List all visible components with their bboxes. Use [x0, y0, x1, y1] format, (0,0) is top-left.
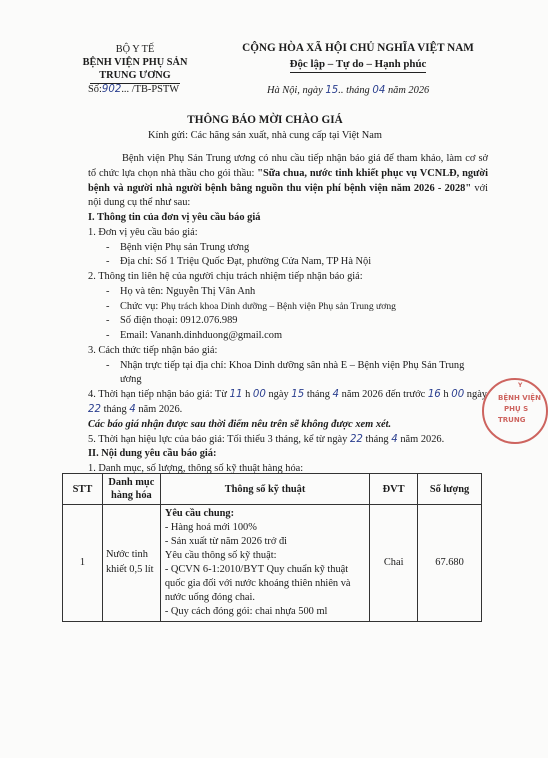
cell-unit: Chai [370, 505, 418, 622]
section1-item4: 4. Thời hạn tiếp nhận báo giá: Từ 11 h 00 ngày 15 tháng 4 năm 2026 đến trước 16 h 00 ngày 22 tháng 4 năm 2026. [88, 389, 487, 416]
cell-spec [160, 505, 369, 622]
contact-email: - Email: Vananh.dinhduong@gmail.com [88, 329, 488, 344]
handwritten-day: 22 [349, 433, 363, 445]
section2-heading: II. Nội dung yêu cầu báo giá: [88, 448, 217, 460]
table-header-row [63, 474, 482, 505]
place-date: Hà Nội, ngày 15.. tháng 04 năm 2026 [267, 85, 430, 96]
handwritten-doc-number: 902 [101, 84, 122, 95]
handwritten-month: 4 [332, 389, 340, 401]
handwritten-month: 04 [372, 85, 386, 96]
col-stt: STT [63, 474, 103, 505]
cell-qty: 67.680 [418, 505, 482, 622]
hospital-name-line2: TRUNG ƯƠNG [90, 69, 180, 83]
ministry-name: BỘ Y TẾ [115, 44, 155, 55]
deadline-note: Các báo giá nhận được sau thời điểm nêu trên sẽ không được xem xét. [88, 418, 392, 430]
section2-item1: 1. Danh mục, số lượng, thông số kỹ thuật hàng hóa: [88, 463, 304, 475]
contact-role: - Chức vụ: Phụ trách khoa Dinh dưỡng – Bệnh viện Phụ sản Trung ương [88, 300, 488, 315]
cell-item-name: Nước tinh khiết 0,5 lít [102, 505, 160, 622]
list-item: - Nhận trực tiếp tại địa chỉ: Khoa Dinh dưỡng sân nhà E – Bệnh viện Phụ Sản Trung ương [88, 359, 488, 389]
list-item: - Bệnh viện Phụ sản Trung ương [88, 241, 488, 256]
spec-title: Yêu cầu chung: [164, 508, 235, 519]
handwritten-month: 4 [391, 433, 398, 445]
handwritten-day: 22 [88, 404, 101, 416]
col-unit: ĐVT [370, 474, 418, 505]
handwritten-minute: 00 [252, 389, 266, 401]
handwritten-month: 4 [129, 404, 136, 416]
document-number: Số:902... /TB-PSTW [88, 84, 180, 95]
contact-name: - Họ và tên: Nguyễn Thị Vân Anh [88, 285, 488, 300]
official-seal-stamp: Y BỆNH VIỆN PHỤ S TRUNG [482, 378, 548, 444]
national-motto: Độc lập – Tự do – Hạnh phúc [290, 57, 427, 73]
cell-stt: 1 [63, 505, 103, 622]
intro-paragraph: Bệnh viện Phụ Sản Trung ương có nhu cầu tiếp nhận báo giá để tham khảo, làm cơ sở tổ chức lựa chọn nhà thầu cho gói thầu: "Sữa chua, nước tinh khiết phục vụ VCNLĐ, người bệnh và người nhà người bệnh bằng nguồn thu viện phí bệnh viện năm 2026 - 2028" với nội dung cụ thể như sau: [88, 153, 488, 209]
handwritten-hour: 11 [229, 389, 243, 401]
handwritten-day: 15 [291, 389, 305, 401]
spec-line: Yêu cầu thông số kỹ thuật: [164, 550, 277, 562]
hospital-name-line1: BỆNH VIỆN PHỤ SẢN [82, 57, 188, 69]
section1-item2: 2. Thông tin liên hệ của người chịu trách nhiệm tiếp nhận báo giá: [88, 271, 363, 283]
table-row [63, 505, 482, 622]
goods-table [62, 473, 482, 622]
contact-phone: - Số điện thoại: 0912.076.989 [88, 314, 488, 329]
issuer-block [70, 43, 200, 84]
handwritten-minute: 00 [451, 389, 465, 401]
section1-item5: 5. Thời hạn hiệu lực của báo giá: Tối thiểu 3 tháng, kể từ ngày 22 tháng 4 năm 2026. [88, 433, 445, 445]
addressee: Kính gửi: Các hãng sản xuất, nhà cung cấp tại Việt Nam [148, 130, 382, 141]
col-item-name: Danh mục hàng hóa [102, 474, 160, 505]
document-body [88, 152, 488, 477]
spec-line: - QCVN 6-1:2010/BYT Quy chuẩn kỹ thuật quốc gia đối với nước khoáng thiên nhiên và nước uống đóng chai. [164, 564, 351, 604]
spec-line: - Sản xuất từ năm 2026 trở đi [164, 536, 288, 548]
spec-line: - Quy cách đóng gói: chai nhựa 500 ml [164, 606, 328, 618]
handwritten-hour: 16 [427, 389, 441, 401]
section1-item1: 1. Đơn vị yêu cầu báo giá: [88, 226, 198, 238]
section1-heading: I. Thông tin của đơn vị yêu cầu báo giá [88, 212, 261, 224]
list-item: - Địa chỉ: Số 1 Triệu Quốc Đạt, phường Cửa Nam, TP Hà Nội [88, 255, 488, 270]
col-spec: Thông số kỹ thuật [160, 474, 369, 505]
document-title: THÔNG BÁO MỜI CHÀO GIÁ [187, 114, 343, 126]
national-header [228, 41, 488, 73]
section1-item3: 3. Cách thức tiếp nhận báo giá: [88, 344, 218, 356]
handwritten-day: 15 [325, 85, 339, 96]
col-qty: Số lượng [418, 474, 482, 505]
nation-name: CỘNG HÒA XÃ HỘI CHỦ NGHĨA VIỆT NAM [242, 42, 474, 54]
spec-line: - Hàng hoá mới 100% [164, 522, 257, 534]
